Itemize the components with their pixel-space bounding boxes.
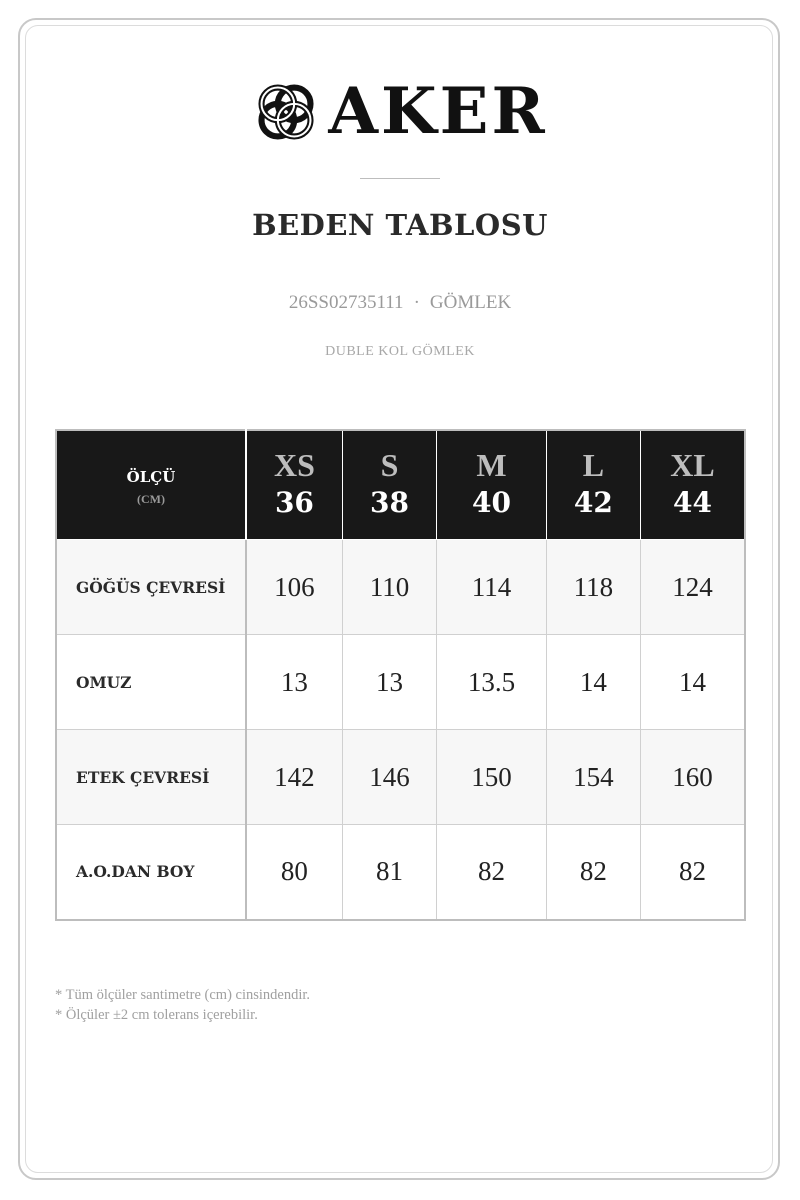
separator-dot: ·: [413, 292, 420, 313]
table-cell: 82: [437, 825, 547, 920]
size-letter: XS: [273, 447, 315, 483]
product-category: GÖMLEK: [429, 292, 512, 313]
footnote: * Ölçüler ±2 cm tolerans içerebilir.: [55, 1007, 258, 1023]
table-cell: 81: [342, 825, 436, 920]
size-number: 36: [274, 486, 314, 519]
size-number: 44: [673, 486, 713, 519]
table-cell: 13: [246, 635, 342, 730]
table-row: [56, 635, 745, 730]
measure-header-label: ÖLÇÜ: [126, 467, 176, 486]
size-column-xl: [641, 430, 745, 540]
footnotes: [55, 985, 310, 1025]
product-name: DUBLE KOL GÖMLEK: [325, 344, 475, 359]
product-code-line: [0, 292, 800, 314]
brand-name: AKER: [328, 74, 548, 149]
size-table: [55, 429, 746, 921]
table-cell: 110: [342, 540, 436, 635]
table-cell: 82: [641, 825, 745, 920]
size-number: 38: [370, 486, 409, 519]
row-label: GÖĞÜS ÇEVRESİ: [56, 540, 246, 635]
table-cell: 13.5: [437, 635, 547, 730]
size-column-xs: [246, 430, 342, 540]
table-cell: 150: [437, 730, 547, 825]
table-cell: 160: [641, 730, 745, 825]
table-cell: 80: [246, 825, 342, 920]
measure-header-unit: (CM): [137, 491, 165, 506]
product-code: 26SS02735111: [288, 292, 404, 313]
table-row: [56, 825, 745, 920]
table-cell: 146: [342, 730, 436, 825]
row-label: OMUZ: [56, 635, 246, 730]
table-row: [56, 730, 745, 825]
table-cell: 13: [342, 635, 436, 730]
size-letter: S: [380, 447, 399, 483]
footnote: * Tüm ölçüler santimetre (cm) cinsindendir.: [55, 987, 311, 1003]
measure-header: [56, 430, 246, 540]
size-column-s: [342, 430, 436, 540]
size-letter: L: [582, 447, 605, 483]
table-cell: 124: [641, 540, 745, 635]
size-number: 40: [471, 486, 511, 519]
table-cell: 82: [546, 825, 640, 920]
page-title: BEDEN TABLOSU: [252, 208, 548, 242]
size-letter: XL: [670, 447, 715, 483]
table-cell: 106: [246, 540, 342, 635]
size-column-l: [546, 430, 640, 540]
knot-logo-icon: [252, 78, 320, 146]
brand-logo: [0, 74, 800, 149]
row-label: ETEK ÇEVRESİ: [56, 730, 246, 825]
table-cell: 114: [437, 540, 547, 635]
size-header-row: [56, 430, 745, 540]
size-number: 42: [573, 486, 613, 519]
table-cell: 154: [546, 730, 640, 825]
size-column-m: [437, 430, 547, 540]
title-divider: [360, 178, 440, 179]
row-label: A.O.DAN BOY: [56, 825, 246, 920]
table-cell: 14: [641, 635, 745, 730]
table-cell: 14: [546, 635, 640, 730]
table-row: [56, 540, 745, 635]
size-letter: M: [476, 447, 507, 483]
table-cell: 118: [546, 540, 640, 635]
table-cell: 142: [246, 730, 342, 825]
